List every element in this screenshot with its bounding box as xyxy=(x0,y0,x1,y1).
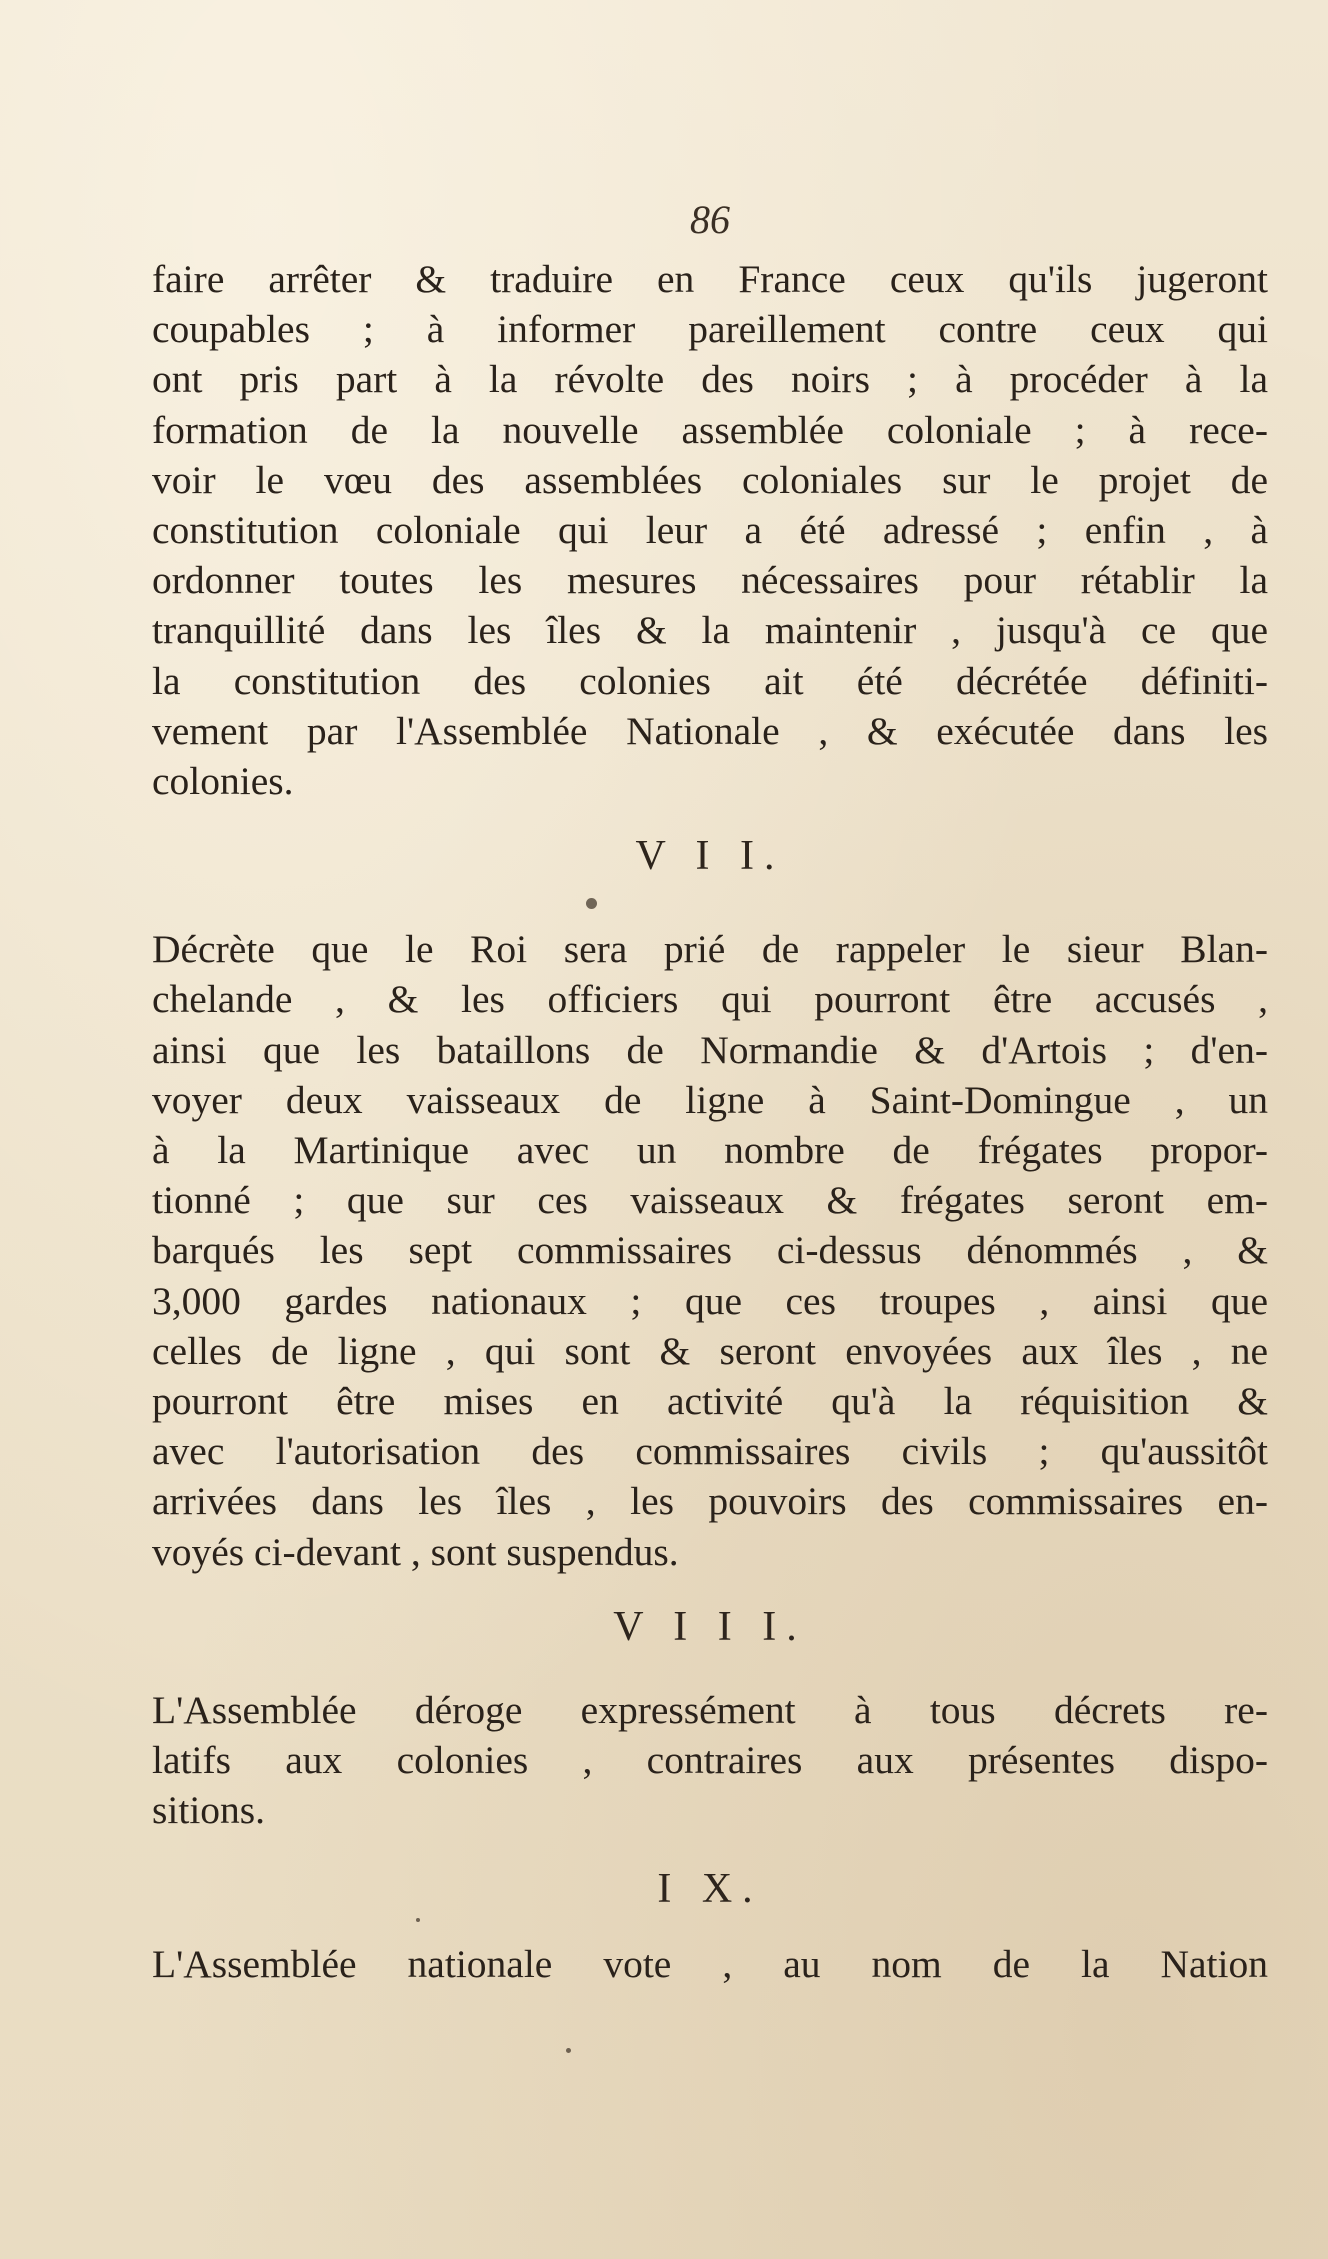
text-line: faire arrêter & traduire en France ceux qu'ils jugeront xyxy=(152,257,1268,301)
text-line: tranquillité dans les îles & la maintenir , jusqu'à ce que xyxy=(152,608,1268,653)
paragraph-article-viii xyxy=(152,1685,1268,1836)
text-line: vement par l'Assemblée Nationale , & exécutée dans les xyxy=(152,708,1268,753)
text-line: L'Assemblée nationale vote , au nom de la Nation xyxy=(152,1942,1268,1987)
ink-speck xyxy=(416,1918,420,1922)
text-line: 3,000 gardes nationaux ; que ces troupes , ainsi que xyxy=(152,1278,1268,1323)
paragraph-article-ix xyxy=(152,1939,1268,1989)
text-block xyxy=(152,190,1268,1990)
text-line: colonies. xyxy=(152,759,294,804)
text-line: voir le vœu des assemblées coloniales sur le projet de xyxy=(152,457,1268,502)
text-line: à la Martinique avec un nombre de frégates propor- xyxy=(152,1128,1268,1173)
text-line: chelande , & les officiers qui pourront être accusés , xyxy=(152,977,1268,1022)
ink-speck xyxy=(566,2048,571,2053)
text-line: la constitution des colonies ait été décrétée définiti- xyxy=(152,658,1268,703)
text-line: avec l'autorisation des commissaires civils ; qu'aussitôt xyxy=(152,1429,1268,1474)
paragraph-article-vii xyxy=(152,924,1268,1577)
ink-speck xyxy=(586,898,597,909)
article-heading-ix: I X. xyxy=(657,1866,763,1913)
text-line: constitution coloniale qui leur a été adressé ; enfin , à xyxy=(152,508,1268,553)
text-line: Décrète que le Roi sera prié de rappeler le sieur Blan- xyxy=(152,927,1268,972)
text-line: voyés ci-devant , sont suspendus. xyxy=(152,1529,679,1574)
text-line: arrivées dans les îles , les pouvoirs des commissaires en- xyxy=(152,1479,1268,1524)
text-line: celles de ligne , qui sont & seront envoyées aux îles , ne xyxy=(152,1328,1268,1373)
text-line: ordonner toutes les mesures nécessaires pour rétablir la xyxy=(152,558,1268,603)
page-number: 86 xyxy=(690,197,730,242)
article-heading-viii: V I I I. xyxy=(613,1603,807,1650)
text-line: tionné ; que sur ces vaisseaux & frégates seront em- xyxy=(152,1178,1268,1223)
article-heading-vii: V I I. xyxy=(635,833,785,880)
paragraph-continuation xyxy=(152,254,1268,806)
text-line: barqués les sept commissaires ci-dessus dénommés , & xyxy=(152,1228,1268,1273)
text-line: coupables ; à informer pareillement contre ceux qui xyxy=(152,307,1268,352)
text-line: sitions. xyxy=(152,1788,266,1833)
text-line: ainsi que les bataillons de Normandie & d'Artois ; d'en- xyxy=(152,1027,1268,1072)
text-line: ont pris part à la révolte des noirs ; à procéder à la xyxy=(152,357,1268,402)
text-line: latifs aux colonies , contraires aux présentes dispo- xyxy=(152,1738,1268,1783)
text-line: L'Assemblée déroge expressément à tous décrets re- xyxy=(152,1687,1268,1732)
text-line: pourront être mises en activité qu'à la réquisition & xyxy=(152,1379,1268,1424)
text-line: voyer deux vaisseaux de ligne à Saint-Domingue , un xyxy=(152,1077,1268,1122)
text-line: formation de la nouvelle assemblée coloniale ; à rece- xyxy=(152,407,1268,452)
